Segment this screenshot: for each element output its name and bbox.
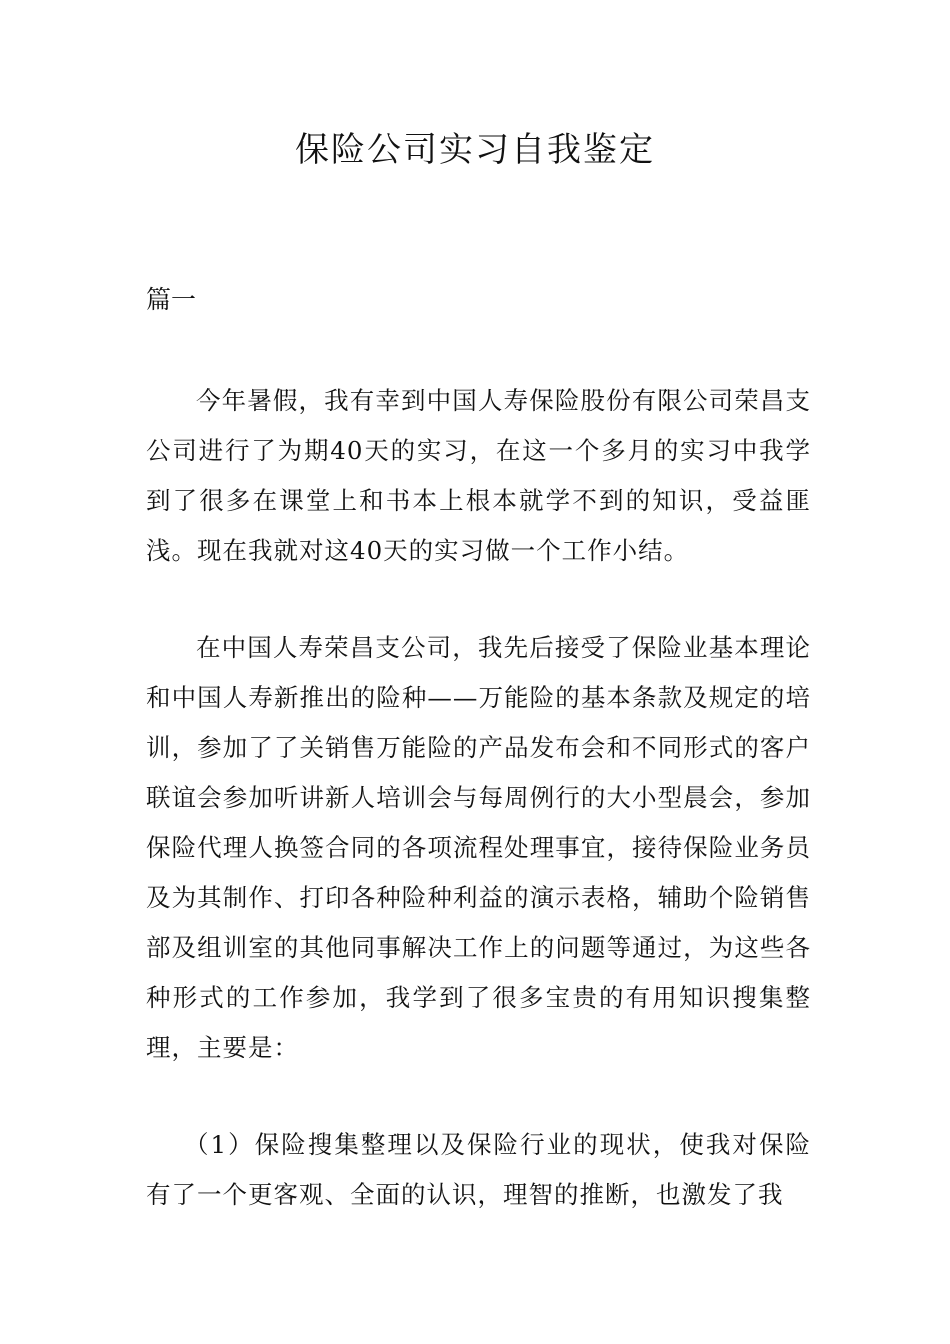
- body-paragraph-2: 在中国人寿荣昌支公司，我先后接受了保险业基本理论和中国人寿新推出的险种——万能险的基本条款及规定的培训，参加了了关销售万能险的产品发布会和不同形式的客户联谊会参加听讲新人培训会与每周例行的大小型晨会，参加保险代理人换签合同的各项流程处理事宜，接待保险业务员及为其制作、打印各种险种利益的演示表格，辅助个险销售部及组训室的其他同事解决工作上的问题等通过，为这些各种形式的工作参加，我学到了很多宝贵的有用知识搜集整理，主要是：: [146, 633, 811, 1062]
- document-title: 保险公司实习自我鉴定: [295, 130, 655, 170]
- section-label: 篇一: [146, 285, 197, 314]
- body-paragraph-3: （1）保险搜集整理以及保险行业的现状，使我对保险有了一个更客观、全面的认识，理智的推断，也激发了我: [146, 1130, 811, 1209]
- body-paragraph-1: 今年暑假，我有幸到中国人寿保险股份有限公司荣昌支公司进行了为期40天的实习，在这一个多月的实习中我学到了很多在课堂上和书本上根本就学不到的知识，受益匪浅。现在我就对这40天的实习做一个工作小结。: [146, 386, 811, 565]
